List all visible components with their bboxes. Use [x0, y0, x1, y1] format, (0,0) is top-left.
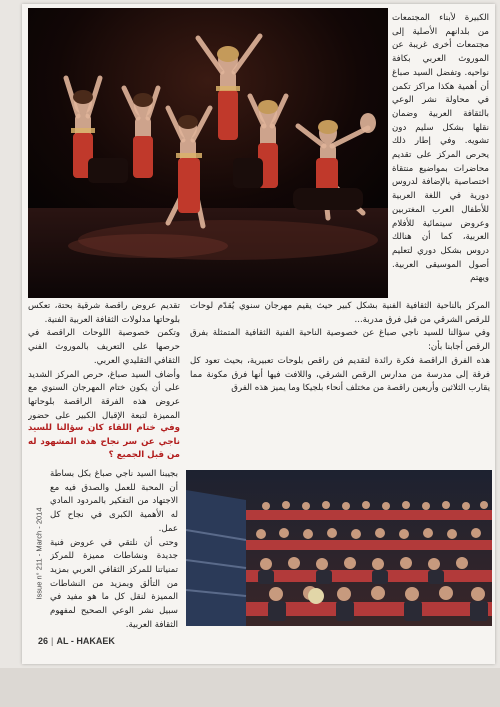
- paragraph: وتكمن خصوصية اللوحات الراقصة في حرصها على التعريف بالموروث الفني الثقافي التقليدي العربي.: [28, 328, 180, 366]
- paragraph: وفي سؤالنا للسيد ناجي صباغ عن خصوصية الناحية الفنية الثقافية المتمثلة بفرق الرقص أجابنا بأن:: [190, 328, 490, 353]
- magazine-name: AL - HAKAEK: [56, 636, 115, 646]
- page-number: 26: [38, 636, 49, 646]
- interview-question: [28, 422, 180, 466]
- article-column-left-middle: [28, 300, 180, 420]
- issue-label: Issue n° 211 - March - 2014: [34, 507, 44, 600]
- audience-photo: [186, 470, 492, 626]
- scan-margin: [0, 668, 500, 707]
- article-column-left-bottom: [50, 468, 178, 633]
- footer-separator: |: [51, 636, 54, 646]
- paragraph: الكبيرة لأبناء المجتمعات من بلدانهم الأصلية إلى مجتمعات أخرى غريبة عن الموروث العربي بكافة نواحيه. وتفضل السيد صباغ أن أهمية هكذا مراكز تكمن في محاولة نشر الوعي بالثقافة العربية وضمان نقلها بشكل سليم دون تشويه. وفي إطار ذلك يحرص المركز على تقديم محاضرات بمواضيع منتقاة اختصاصية بالإضافة لدروس دورية في اللغة العربية للأطفال العرب المغتربين وعروض سينمائية للأفلام العربية، كما أن هنالك دروس بشكل دوري لتعليم أصول الموسيقى العربية. ويهتم: [392, 13, 489, 284]
- page-footer: [38, 636, 115, 646]
- paragraph: هذه الفرق الراقصة فكرة رائدة لتقديم فن راقص بلوحات تعبيرية، بحيث تعود كل فرقة إلى مدرسة من مدارس الرقص الشرقي، واللافت فيها أنها فرق مكونة مما يقارب الثلاثين وأربعين راقصة من مختلف أنحاء بلجيكا وما يميز هذه الفرق: [190, 355, 490, 394]
- question-text: وفي ختام اللقاء كان سؤالنا للسيد ناجي عن سر نجاح هذه المشهود له من قبل الجميع ؟: [28, 423, 180, 461]
- paragraph: وأضاف السيد صباغ، حرص المركز الشديد على أن يكون ختام المهرجان السنوي مع عروض هذه الفرقة الراقصة بلوحاتها المميزة لتبعة الإقبال الكبير على حضور: [28, 369, 180, 420]
- paragraph: وحتى أن نلتقي في عروض فنية جديدة ونشاطات مميزة للمركز تمنياتنا للمركز الثقافي العربي بمزيد من التألق وبمزيد من النشاطات المميزة لنقل كل ما هو مفيد في سبيل نشر الوعي الصحيح لمفهوم الثقافة العربية.: [50, 537, 178, 630]
- dance-performance-photo: [28, 8, 388, 298]
- article-section-upper: [190, 300, 490, 464]
- paragraph: المركز بالناحية الثقافية الفنية بشكل كبير حيث يقيم مهرجان سنوي يُقدّم لوحات للرقص الشرقي من قبل فرق مدربة...: [190, 301, 490, 325]
- paragraph: بجيبنا السيد ناجي صباغ بكل بساطة أن المحبة للعمل والصدق فيه مع الاجتهاد من التفكير بالمردود المادي له الأهمية الكبرى في نجاح كل عمل.: [50, 469, 178, 534]
- paragraph: تقديم عروض راقصة شرقية بحتة، تعكس بلوحاتها مدلولات الثقافة العربية الفنية.: [28, 301, 180, 325]
- article-column-right-top: [392, 12, 489, 302]
